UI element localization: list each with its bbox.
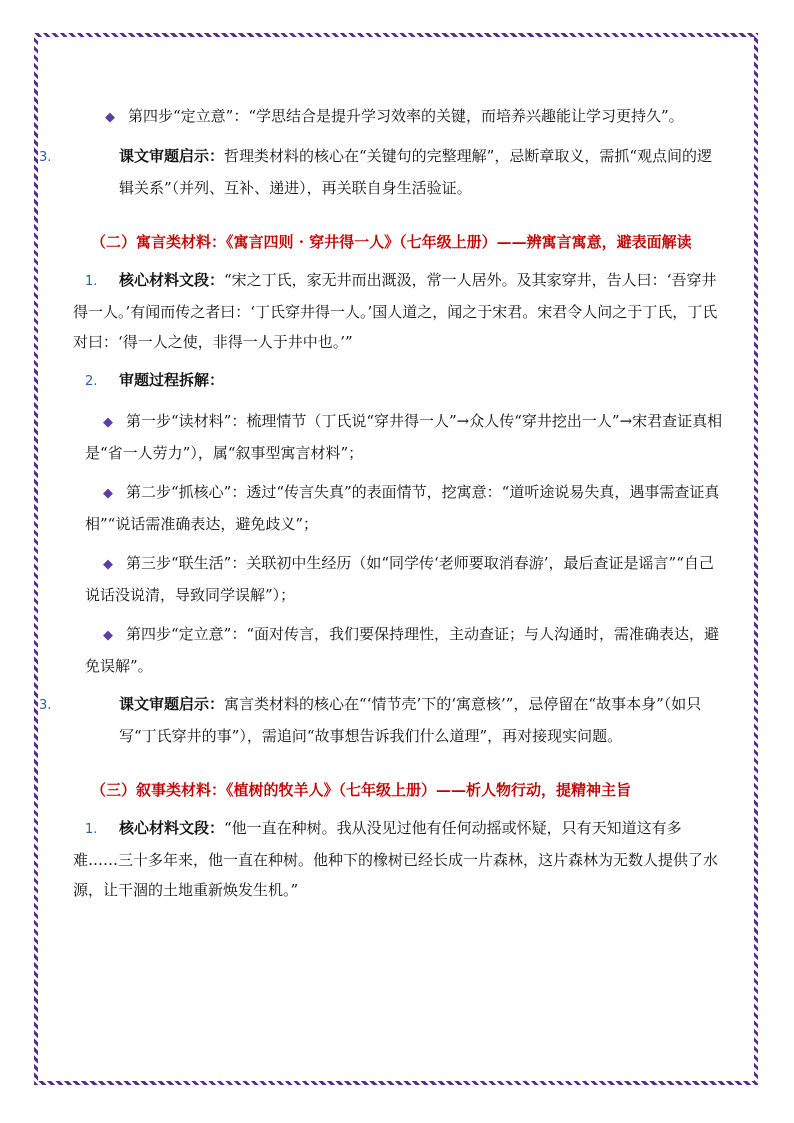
bullet-text: 第一步“读材料”：梳理情节（丁氏说“穿井得一人”→众人传“穿井挖出一人”→宋君查证真相是“省一人劳力”），属“叙事型寓言材料”； [85,412,723,462]
diamond-bullet-icon: ◆ [103,628,113,643]
document-body [39,92,725,905]
item-number: 3. [39,150,52,165]
section-heading-narrative: （三）叙事类材料：《植树的牧羊人》（七年级上册）——析人物行动，提精神主旨 [91,781,632,799]
numbered-item-3-insight [39,141,725,203]
item-text: 寓言类材料的核心在“‘情节壳’下的‘寓意核’”，忌停留在“故事本身”（如只写“丁氏穿井的事”），需追问“故事想告诉我们什么道理”，再对接现实问题。 [119,695,702,745]
item-number: 1. [85,822,98,837]
bullet-step4-study [105,101,725,133]
diamond-bullet-icon: ◆ [105,110,115,125]
bullet-text: 第三步“联生活”：关联初中生经历（如“同学传‘老师要取消春游’，最后查证是谣言”“自己说话没说清，导致同学误解”）； [85,554,714,604]
item-label: 核心材料文段： [119,819,225,837]
item-number: 1. [85,274,98,289]
bullet-text: 第四步“定立意”：“面对传言，我们要保持理性，主动查证；与人沟通时，需准确表达，避免误解”。 [85,625,720,675]
bullet-text: 第二步“抓核心”：透过“传言失真”的表面情节，挖寓意：“道听途说易失真，遇事需查证真相”“说话需准确表达，避免歧义”； [85,483,720,533]
numbered-item-2-process [73,365,725,397]
bullet-step2 [85,477,725,539]
item-number: 3. [39,698,52,713]
item-label: 课文审题启示： [119,695,225,713]
numbered-item-3-fable-insight [39,689,725,751]
bullet-step1 [85,406,725,468]
bullet-step3 [85,548,725,610]
bullet-step4 [85,619,725,681]
item-label: 审题过程拆解： [119,371,225,389]
item-number: 2. [85,374,98,389]
diamond-bullet-icon: ◆ [103,557,113,572]
item-label: 核心材料文段： [119,271,225,289]
numbered-item-1-passage [73,265,725,357]
item-label: 课文审题启示： [119,147,225,165]
diamond-bullet-icon: ◆ [103,486,113,501]
item-text: “宋之丁氏，家无井而出溉汲，常一人居外。及其家穿井，告人曰：‘吾穿井得一人。’有闻而传之者曰：‘丁氏穿井得一人。’国人道之，闻之于宋君。宋君令人问之于丁氏，丁氏对曰：‘得一人之使，非得一人于井中也。’” [73,271,718,351]
section-heading-fable: （二）寓言类材料：《寓言四则 · 穿井得一人》（七年级上册）——辨寓言寓意，避表面解读 [91,233,692,251]
item-text: 哲理类材料的核心在“关键句的完整理解”，忌断章取义，需抓“观点间的逻辑关系”（并列、互补、递进），再关联自身生活验证。 [119,147,713,197]
numbered-item-1-narrative-passage [73,813,725,905]
bullet-text: 第四步“定立意”：“学思结合是提升学习效率的关键，而培养兴趣能让学习更持久”。 [128,107,684,125]
item-text: “他一直在种树。我从没见过他有任何动摇或怀疑，只有天知道这有多难……三十多年来，他一直在种树。他种下的橡树已经长成一片森林，这片森林为无数人提供了水源，让干涸的土地重新焕发生机。” [73,819,719,899]
diamond-bullet-icon: ◆ [103,415,113,430]
